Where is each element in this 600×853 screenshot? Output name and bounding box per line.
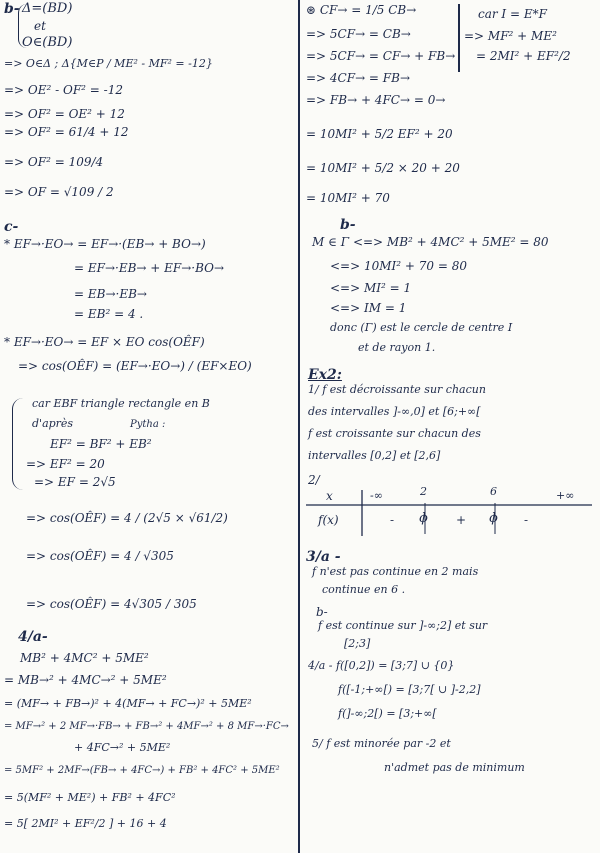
part-label-3a: 3/a - [306,549,341,565]
line-10mi2-c: = 10MI² + 70 [306,191,390,205]
line-ef2-20: => EF² = 20 [26,457,105,471]
line-cr-2: intervalles [0,2] et [2,6] [308,449,441,462]
part-label-2: 2/ [308,473,320,487]
line-chasles: = (MF→ + FB→)² + 4(MF→ + FC→)² + 5ME² [4,697,252,710]
table-zero-2: ɸ [489,511,498,526]
line-expand-2: + 4FC→² + 5ME² [74,741,171,754]
line-cont-sur: f est continue sur ]-∞;2] et sur [318,619,488,632]
line-pytha: Pytha : [130,419,166,430]
line-cf-5: => FB→ + 4FC→ = 0→ [306,93,446,107]
line-rayon: et de rayon 1. [358,341,436,354]
line-eb2: = EB² = 4 . [74,307,144,321]
table-val-2: 2 [420,485,427,498]
line-et: et [34,19,46,33]
line-mb2: MB² + 4MC² + 5ME² [20,651,149,665]
line-dapres: d'après [32,417,74,430]
line-mb2-vec: = MB→² + 4MC→² + 5ME² [4,673,167,687]
line-oe2-of2: => OE² - OF² = -12 [4,83,123,97]
table-x-label: x [326,489,333,503]
line-equiv-2: <=> MI² = 1 [330,281,412,295]
table-minus-inf: -∞ [370,489,383,502]
line-ef-eb: = EF→·EB→ + EF→·BO→ [74,261,225,275]
line-eb-eb: = EB→·EB→ [74,287,147,301]
part-label-b-top: b- [4,1,20,17]
line-10mi2-a: = 10MI² + 5/2 EF² + 20 [306,127,453,141]
line-ef-eo: * EF→·EO→ = EF→·(EB→ + BO→) [4,237,206,251]
part-label-3b: b- [316,605,328,619]
line-f02: 4/a - f([0,2]) = [3;7] ∪ {0} [308,659,455,672]
line-o-in-bd: O∈(BD) [22,35,73,50]
line-ef2-sum: EF² = BF² + EB² [50,437,152,451]
line-of2-61: => OF² = 61/4 + 12 [4,125,129,139]
line-of2-109: => OF² = 109/4 [4,155,104,169]
table-sign-3: - [524,513,529,527]
line-expand: = MF→² + 2 MF→·FB→ + FB→² + 4MF→² + 8 MF→·FC→ [4,721,289,732]
table-sign-1: - [390,513,395,527]
line-10mi2-b: = 10MI² + 5/2 × 20 + 20 [306,161,460,175]
line-cos-1: => cos(OÊF) = 4 / (2√5 × √61/2) [26,511,228,525]
line-cf-1: ⊛ CF→ = 1/5 CB→ [306,3,417,17]
line-equiv-1: <=> 10MI² + 70 = 80 [330,259,467,273]
line-minoree: 5/ f est minorée par -2 et [312,737,451,750]
line-ef-2r5: => EF = 2√5 [34,475,116,489]
line-of2-eq: => OF² = OE² + 12 [4,107,125,121]
line-triangle: car EBF triangle rectangle en B [32,397,210,410]
line-m-in-gamma: M ∈ Γ <=> MB² + 4MC² + 5ME² = 80 [312,235,549,249]
line-delta: Δ=(BD) [22,1,73,16]
line-cf-4: => 4CF→ = FB→ [306,71,411,85]
line-mf2-me2: => MF² + ME² [464,29,557,43]
part-label-b: b- [340,217,356,233]
line-2mi2: = 2MI² + EF²/2 [476,49,571,63]
line-decr-1: 1/ f est décroissante sur chacun [308,383,486,396]
line-o-in-delta: => O∈Δ ; Δ{M∈P / ME² - MF² = -12} [4,57,213,70]
line-f-inf2: f(]-∞;2[) = [3;+∞[ [338,707,437,720]
line-of-sqrt: => OF = √109 / 2 [4,185,114,199]
line-ef-eo-cos: * EF→·EO→ = EF × EO cos(OÊF) [4,335,205,349]
line-f-1inf: f([-1;+∞[) = [3;7[ ∪ ]-2,2] [338,683,481,696]
line-cf-3: => 5CF→ = CF→ + FB→ [306,49,456,63]
line-factor: = 5MF² + 2MF→(FB→ + 4FC→) + FB² + 4FC² + 5ME² [4,765,280,776]
table-plus-inf: +∞ [556,489,575,502]
line-cf-2: => 5CF→ = CB→ [306,27,411,41]
line-cos-2: => cos(OÊF) = 4 / √305 [26,549,174,563]
line-car-i: car I = E*F [478,7,547,21]
table-val-6: 6 [490,485,497,498]
table-sign-2: + [456,513,467,527]
line-equiv-3: <=> IM = 1 [330,301,407,315]
line-not-cont: f n'est pas continue en 2 mais [312,565,479,578]
exercise-title: Ex2: [308,367,342,383]
line-decr-2: des intervalles ]-∞,0] et [6;+∞[ [308,405,481,418]
line-cos-frac: => cos(OÊF) = (EF→·EO→) / (EF×EO) [18,359,252,373]
table-f-label: f(x) [318,513,339,527]
line-2mi2: = 5[ 2MI² + EF²/2 ] + 16 + 4 [4,817,167,830]
line-cr-1: f est croissante sur chacun des [308,427,481,440]
line-cos-3: => cos(OÊF) = 4√305 / 305 [26,597,197,611]
line-5mf2: = 5(MF² + ME²) + FB² + 4FC² [4,791,176,804]
part-label-4a: 4/a- [18,629,48,645]
line-minimum: n'admet pas de minimum [384,761,525,774]
line-donc: donc (Γ) est le cercle de centre I [330,321,513,334]
part-label-c: c- [4,219,19,235]
line-cont-6: continue en 6 . [322,583,406,596]
table-zero-1: ɸ [419,511,428,526]
line-interval-23: [2;3] [344,637,371,650]
